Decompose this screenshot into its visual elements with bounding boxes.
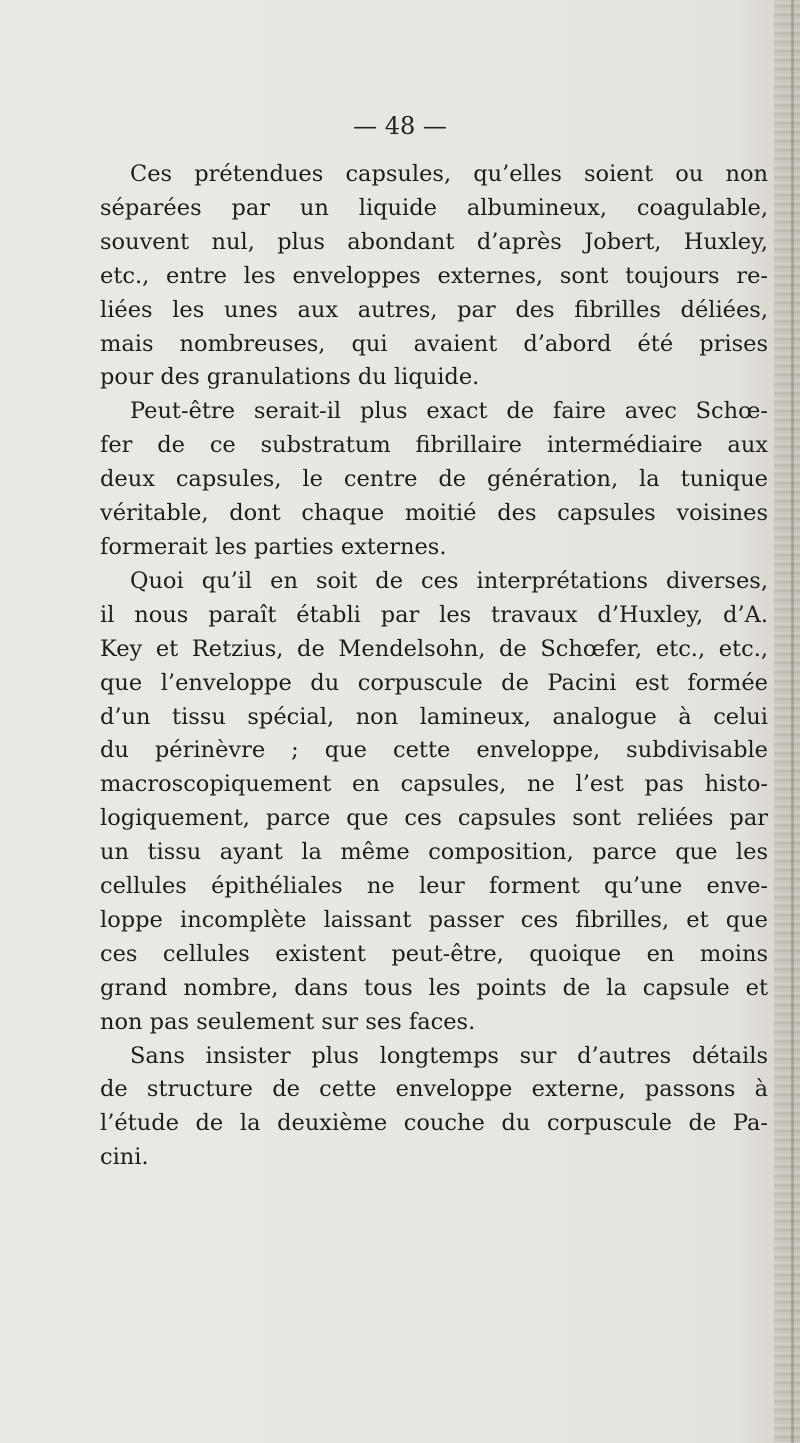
text-line: d’un tissu spécial, non lamineux, analogue à celui — [100, 703, 768, 730]
page-number: — 48 — — [353, 112, 447, 140]
text-line: cini. — [100, 1144, 149, 1171]
text-line: cellules épithéliales ne leur forment qu’une enve- — [100, 873, 768, 900]
text-line: il nous paraît établi par les travaux d’Huxley, d’A. — [100, 601, 768, 628]
text-line: Sans insister plus longtemps sur d’autres détails — [130, 1042, 768, 1069]
page-binding-edge — [774, 0, 800, 1443]
text-line: du périnèvre ; que cette enveloppe, subdivisable — [100, 737, 768, 764]
text-line: l’étude de la deuxième couche du corpuscule de Pa- — [100, 1110, 768, 1137]
text-line: non pas seulement sur ses faces. — [100, 1008, 476, 1035]
text-line: séparées par un liquide albumineux, coagulable, — [100, 194, 768, 221]
text-line: macroscopiquement en capsules, ne l’est pas histo- — [100, 771, 768, 798]
text-line: deux capsules, le centre de génération, la tunique — [100, 466, 768, 493]
page-binding-shadow — [791, 0, 794, 1443]
text-line: souvent nul, plus abondant d’après Jobert, Huxley, — [100, 228, 768, 255]
text-line: loppe incomplète laissant passer ces fibrilles, et que — [100, 906, 768, 933]
text-line: mais nombreuses, qui avaient d’abord été prises — [100, 330, 768, 357]
paragraph — [100, 1040, 768, 1176]
body-text — [100, 158, 768, 1175]
text-line: Peut-être serait-il plus exact de faire avec Schœ- — [130, 398, 768, 425]
text-line: que l’enveloppe du corpuscule de Pacini est formée — [100, 669, 768, 696]
text-line: de structure de cette enveloppe externe, passons à — [100, 1076, 768, 1103]
text-line: formerait les parties externes. — [100, 533, 447, 560]
text-line: logiquement, parce que ces capsules sont reliées par — [100, 805, 768, 832]
paragraph — [100, 158, 768, 395]
text-line: Key et Retzius, de Mendelsohn, de Schœfer, etc., etc., — [100, 635, 768, 662]
text-line: ces cellules existent peut-être, quoique en moins — [100, 940, 768, 967]
text-line: etc., entre les enveloppes externes, sont toujours re- — [100, 262, 768, 289]
text-line: un tissu ayant la même composition, parce que les — [100, 839, 768, 866]
paragraph — [100, 395, 768, 565]
text-line: liées les unes aux autres, par des fibrilles déliées, — [100, 296, 768, 323]
paragraph — [100, 565, 768, 1040]
text-line: Ces prétendues capsules, qu’elles soient ou non — [130, 161, 768, 187]
text-line: Quoi qu’il en soit de ces interprétations diverses, — [130, 567, 768, 594]
text-line: véritable, dont chaque moitié des capsules voisines — [100, 500, 768, 527]
text-line: fer de ce substratum fibrillaire intermédiaire aux — [100, 432, 768, 459]
text-line: grand nombre, dans tous les points de la capsule et — [100, 974, 768, 1001]
text-line: pour des granulations du liquide. — [100, 364, 480, 391]
